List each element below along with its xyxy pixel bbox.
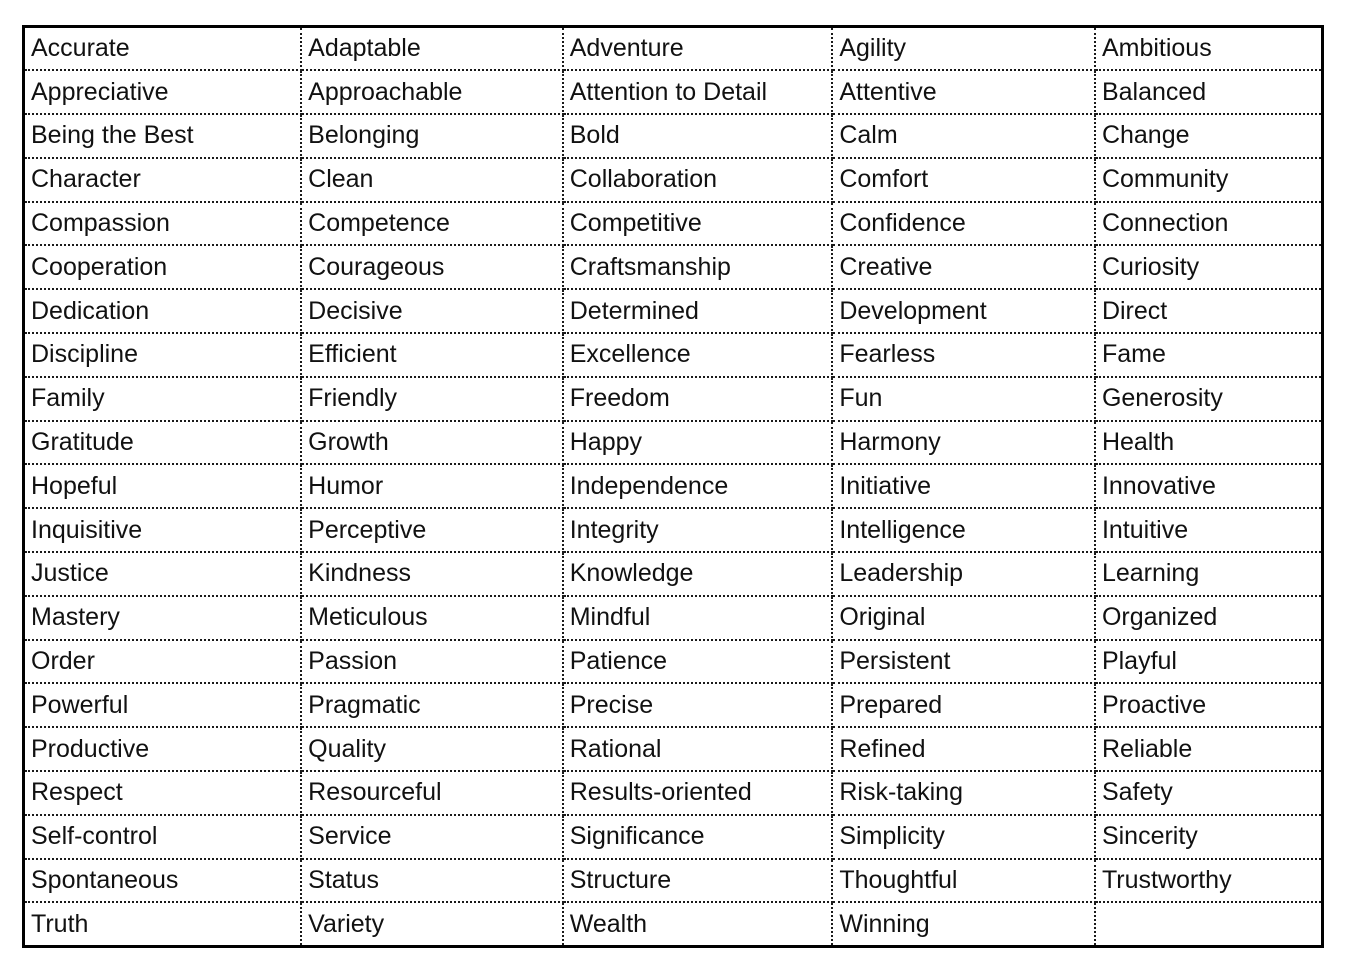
value-word-cell: Kindness	[301, 552, 563, 596]
value-word-cell: Patience	[563, 640, 833, 684]
value-word-cell: Development	[832, 289, 1095, 333]
value-word-cell: Agility	[832, 27, 1095, 71]
value-word-cell: Proactive	[1095, 683, 1323, 727]
value-word-cell: Direct	[1095, 289, 1323, 333]
value-word-cell: Simplicity	[832, 815, 1095, 859]
value-word-cell: Hopeful	[24, 464, 302, 508]
table-row	[24, 377, 1323, 421]
value-word-cell: Winning	[832, 902, 1095, 946]
value-word-cell: Dedication	[24, 289, 302, 333]
value-word-cell: Growth	[301, 421, 563, 465]
value-word-cell: Attentive	[832, 70, 1095, 114]
value-word-cell: Persistent	[832, 640, 1095, 684]
value-word-cell: Collaboration	[563, 158, 833, 202]
value-word-cell: Quality	[301, 727, 563, 771]
table-row	[24, 640, 1323, 684]
table-row	[24, 508, 1323, 552]
value-word-cell: Change	[1095, 114, 1323, 158]
values-table-body	[24, 27, 1323, 947]
value-word-cell: Character	[24, 158, 302, 202]
value-word-cell: Order	[24, 640, 302, 684]
value-word-cell: Competence	[301, 202, 563, 246]
value-word-cell: Appreciative	[24, 70, 302, 114]
value-word-cell: Freedom	[563, 377, 833, 421]
value-word-cell: Perceptive	[301, 508, 563, 552]
value-word-cell: Playful	[1095, 640, 1323, 684]
value-word-cell: Family	[24, 377, 302, 421]
table-row	[24, 902, 1323, 946]
value-word-cell: Self-control	[24, 815, 302, 859]
value-word-cell: Independence	[563, 464, 833, 508]
value-word-cell: Truth	[24, 902, 302, 946]
value-word-cell: Inquisitive	[24, 508, 302, 552]
value-word-cell: Being the Best	[24, 114, 302, 158]
value-word-cell: Significance	[563, 815, 833, 859]
table-row	[24, 727, 1323, 771]
table-row	[24, 552, 1323, 596]
table-row	[24, 27, 1323, 71]
value-word-cell: Excellence	[563, 333, 833, 377]
value-word-cell: Attention to Detail	[563, 70, 833, 114]
value-word-cell: Precise	[563, 683, 833, 727]
value-word-cell: Friendly	[301, 377, 563, 421]
value-word-cell: Productive	[24, 727, 302, 771]
table-row	[24, 289, 1323, 333]
value-word-cell: Craftsmanship	[563, 245, 833, 289]
value-word-cell: Determined	[563, 289, 833, 333]
value-word-cell: Powerful	[24, 683, 302, 727]
table-row	[24, 70, 1323, 114]
value-word-cell: Risk-taking	[832, 771, 1095, 815]
value-word-cell: Calm	[832, 114, 1095, 158]
value-word-cell: Fearless	[832, 333, 1095, 377]
value-word-cell: Organized	[1095, 596, 1323, 640]
value-word-cell: Fun	[832, 377, 1095, 421]
value-word-cell: Efficient	[301, 333, 563, 377]
value-word-cell: Intelligence	[832, 508, 1095, 552]
value-word-cell: Variety	[301, 902, 563, 946]
value-word-cell: Fame	[1095, 333, 1323, 377]
value-word-cell: Clean	[301, 158, 563, 202]
value-word-cell: Knowledge	[563, 552, 833, 596]
table-row	[24, 815, 1323, 859]
value-word-cell: Passion	[301, 640, 563, 684]
value-word-cell: Safety	[1095, 771, 1323, 815]
value-word-cell: Results-oriented	[563, 771, 833, 815]
value-word-cell: Harmony	[832, 421, 1095, 465]
value-word-cell: Compassion	[24, 202, 302, 246]
value-word-cell: Belonging	[301, 114, 563, 158]
table-row	[24, 464, 1323, 508]
value-word-cell: Happy	[563, 421, 833, 465]
value-word-cell: Generosity	[1095, 377, 1323, 421]
table-row	[24, 333, 1323, 377]
value-word-cell: Structure	[563, 859, 833, 903]
table-row	[24, 421, 1323, 465]
table-row	[24, 114, 1323, 158]
value-word-cell: Sincerity	[1095, 815, 1323, 859]
value-word-cell: Initiative	[832, 464, 1095, 508]
value-word-cell: Discipline	[24, 333, 302, 377]
value-word-cell: Community	[1095, 158, 1323, 202]
empty-cell	[1095, 902, 1323, 946]
value-word-cell: Refined	[832, 727, 1095, 771]
value-word-cell: Adventure	[563, 27, 833, 71]
value-word-cell: Decisive	[301, 289, 563, 333]
table-row	[24, 859, 1323, 903]
value-word-cell: Learning	[1095, 552, 1323, 596]
table-row	[24, 202, 1323, 246]
value-word-cell: Courageous	[301, 245, 563, 289]
value-word-cell: Innovative	[1095, 464, 1323, 508]
value-word-cell: Confidence	[832, 202, 1095, 246]
table-row	[24, 596, 1323, 640]
value-word-cell: Creative	[832, 245, 1095, 289]
value-word-cell: Balanced	[1095, 70, 1323, 114]
value-word-cell: Prepared	[832, 683, 1095, 727]
value-word-cell: Connection	[1095, 202, 1323, 246]
value-word-cell: Health	[1095, 421, 1323, 465]
value-word-cell: Meticulous	[301, 596, 563, 640]
table-row	[24, 683, 1323, 727]
value-word-cell: Service	[301, 815, 563, 859]
value-word-cell: Humor	[301, 464, 563, 508]
table-row	[24, 771, 1323, 815]
value-word-cell: Resourceful	[301, 771, 563, 815]
value-word-cell: Reliable	[1095, 727, 1323, 771]
value-word-cell: Mindful	[563, 596, 833, 640]
value-word-cell: Wealth	[563, 902, 833, 946]
value-word-cell: Approachable	[301, 70, 563, 114]
value-word-cell: Justice	[24, 552, 302, 596]
value-word-cell: Accurate	[24, 27, 302, 71]
value-word-cell: Gratitude	[24, 421, 302, 465]
value-word-cell: Adaptable	[301, 27, 563, 71]
table-row	[24, 245, 1323, 289]
value-word-cell: Bold	[563, 114, 833, 158]
value-word-cell: Mastery	[24, 596, 302, 640]
value-word-cell: Cooperation	[24, 245, 302, 289]
value-word-cell: Thoughtful	[832, 859, 1095, 903]
value-word-cell: Ambitious	[1095, 27, 1323, 71]
value-word-cell: Integrity	[563, 508, 833, 552]
value-word-cell: Spontaneous	[24, 859, 302, 903]
value-word-cell: Intuitive	[1095, 508, 1323, 552]
value-word-cell: Curiosity	[1095, 245, 1323, 289]
table-row	[24, 158, 1323, 202]
value-word-cell: Trustworthy	[1095, 859, 1323, 903]
value-word-cell: Rational	[563, 727, 833, 771]
value-word-cell: Pragmatic	[301, 683, 563, 727]
value-word-cell: Status	[301, 859, 563, 903]
value-word-cell: Comfort	[832, 158, 1095, 202]
value-word-cell: Respect	[24, 771, 302, 815]
value-word-cell: Leadership	[832, 552, 1095, 596]
value-word-cell: Competitive	[563, 202, 833, 246]
value-word-cell: Original	[832, 596, 1095, 640]
values-word-table	[22, 25, 1324, 948]
